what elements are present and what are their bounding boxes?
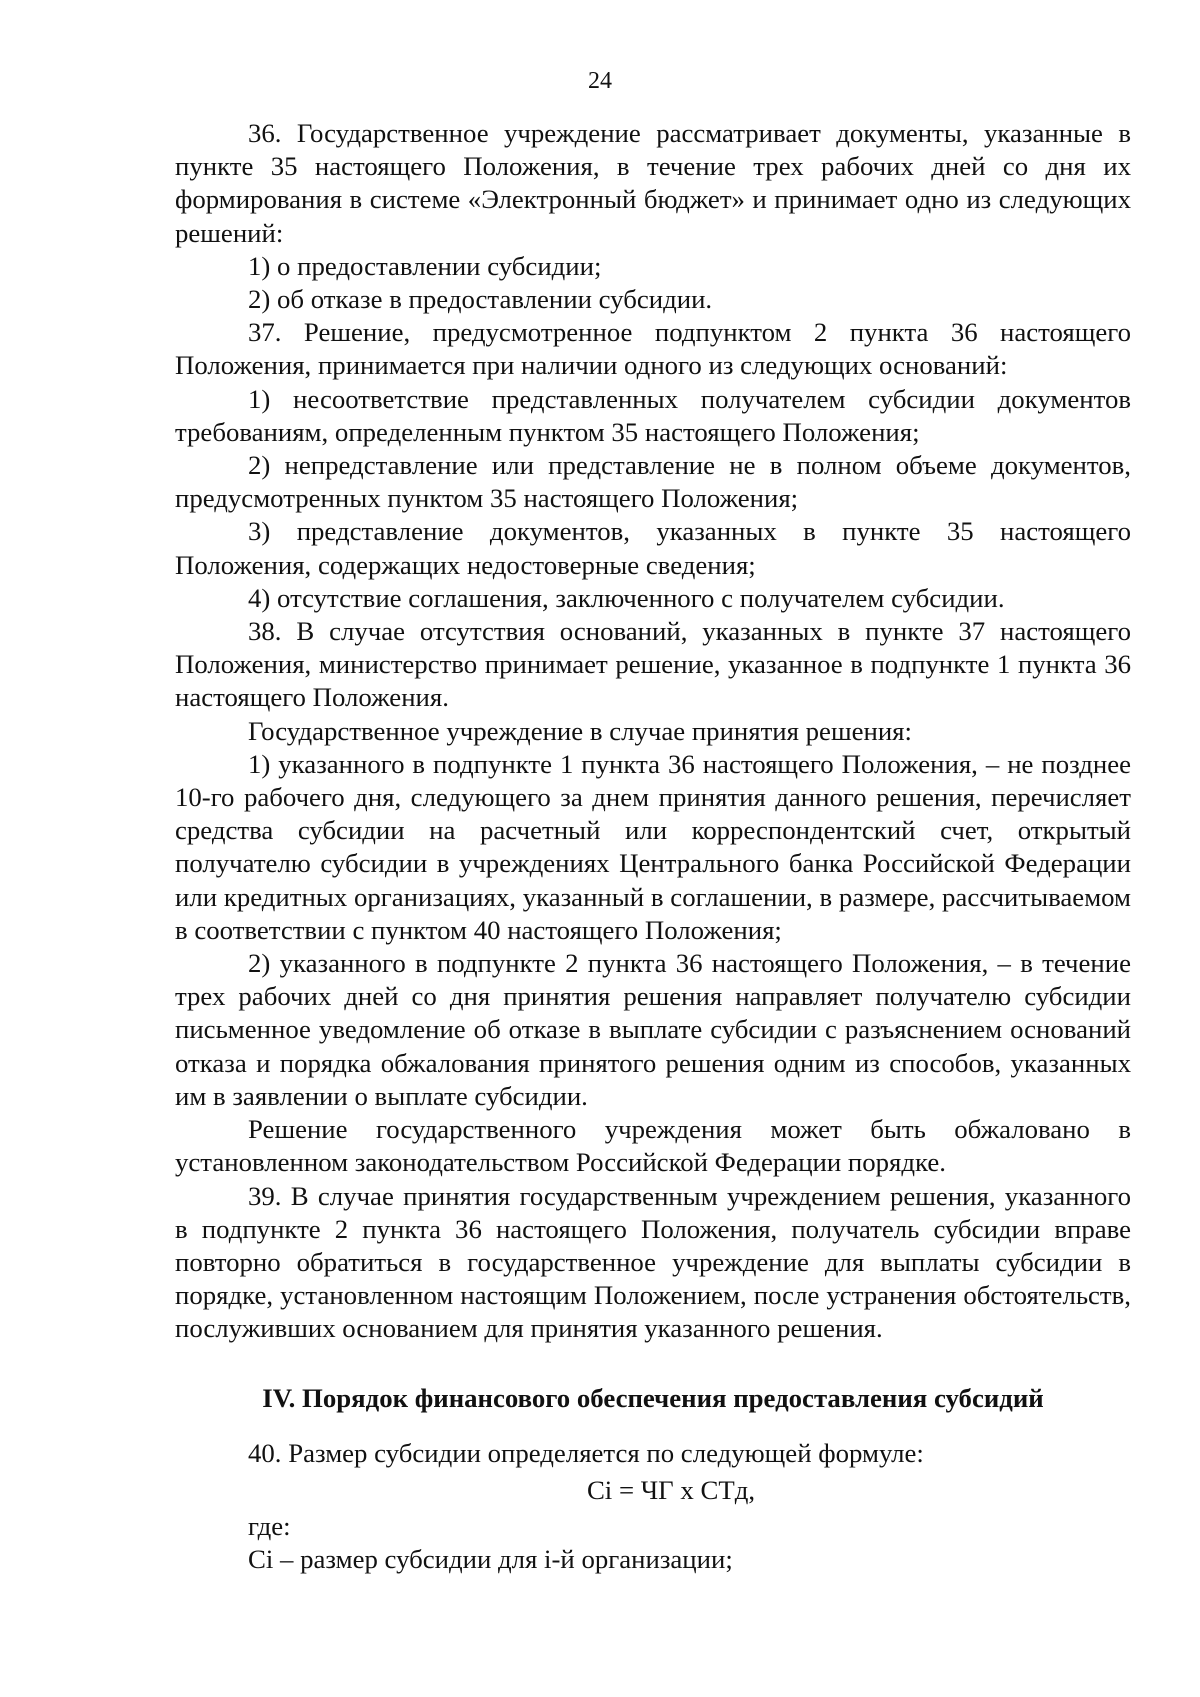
- paragraph-37-item-3: 3) представление документов, указанных в пункте 35 настоящего Положения, содержащих недостоверные сведения;: [175, 516, 1131, 580]
- paragraph-39: 39. В случае принятия государственным учреждением решения, указанного в подпункте 2 пункта 36 настоящего Положения, получатель субсидии вправе повторно обратиться в государственное учреждение для выплаты субсидии в порядке, установленном настоящим Положением, после устранения обстоятельств, послуживших основанием для принятия указанного решения.: [175, 1180, 1131, 1344]
- paragraph-37-item-2: 2) непредставление или представление не в полном объеме документов, предусмотренных пунктом 35 настоящего Положения;: [175, 450, 1131, 514]
- paragraph-38-appeal: Решение государственного учреждения может быть обжаловано в установленном законодательством Российской Федерации порядке.: [175, 1114, 1131, 1178]
- paragraph-38-item-1: 1) указанного в подпункте 1 пункта 36 настоящего Положения, – не позднее 10-го рабочего дня, следующего за днем принятия данного решения, перечисляет средства субсидии на расчетный или корреспондентский счет, открытый получателю субсидии в учреждениях Центрального банка Российской Федерации или кредитных организациях, указанный в соглашении, в размере, рассчитываемом в соответствии с пунктом 40 настоящего Положения;: [175, 748, 1131, 945]
- paragraph-38: 38. В случае отсутствия оснований, указанных в пункте 37 настоящего Положения, министерство принимает решение, указанное в подпункте 1 пункта 36 настоящего Положения.: [175, 616, 1131, 713]
- paragraph-37: 37. Решение, предусмотренное подпунктом 2 пункта 36 настоящего Положения, принимается при наличии одного из следующих оснований:: [175, 317, 1131, 381]
- document-body: [175, 117, 1131, 1576]
- paragraph-38-item-2: 2) указанного в подпункте 2 пункта 36 настоящего Положения, – в течение трех рабочих дней со дня принятия решения направляет получателю субсидии письменное уведомление об отказе в выплате субсидии с разъяснением оснований отказа и порядка обжалования принятого решения одним из способов, указанных им в заявлении о выплате субсидии.: [175, 948, 1131, 1111]
- paragraph-37-item-1: 1) несоответствие представленных получателем субсидии документов требованиям, определенным пунктом 35 настоящего Положения;: [175, 383, 1131, 447]
- paragraph-36: 36. Государственное учреждение рассматривает документы, указанные в пункте 35 настоящего Положения, в течение трех рабочих дней со дня их формирования в системе «Электронный бюджет» и принимает одно из следующих решений:: [175, 118, 1131, 248]
- page-number: 24: [588, 68, 612, 94]
- definition-ci: Ci – размер субсидии для i-й организации;: [248, 1544, 733, 1575]
- paragraph-40: 40. Размер субсидии определяется по следующей формуле:: [248, 1437, 924, 1468]
- paragraph-37-item-4: 4) отсутствие соглашения, заключенного с получателем субсидии.: [248, 582, 1005, 613]
- paragraph-38-intro: Государственное учреждение в случае принятия решения:: [248, 715, 912, 746]
- formula: Ci = ЧГ x СТд,: [586, 1474, 756, 1505]
- paragraph-36-item-2: 2) об отказе в предоставлении субсидии.: [248, 284, 713, 315]
- section-heading: IV. Порядок финансового обеспечения предоставления субсидий: [262, 1382, 1044, 1413]
- paragraph-36-item-1: 1) о предоставлении субсидии;: [248, 250, 602, 281]
- where-label: где:: [248, 1510, 291, 1541]
